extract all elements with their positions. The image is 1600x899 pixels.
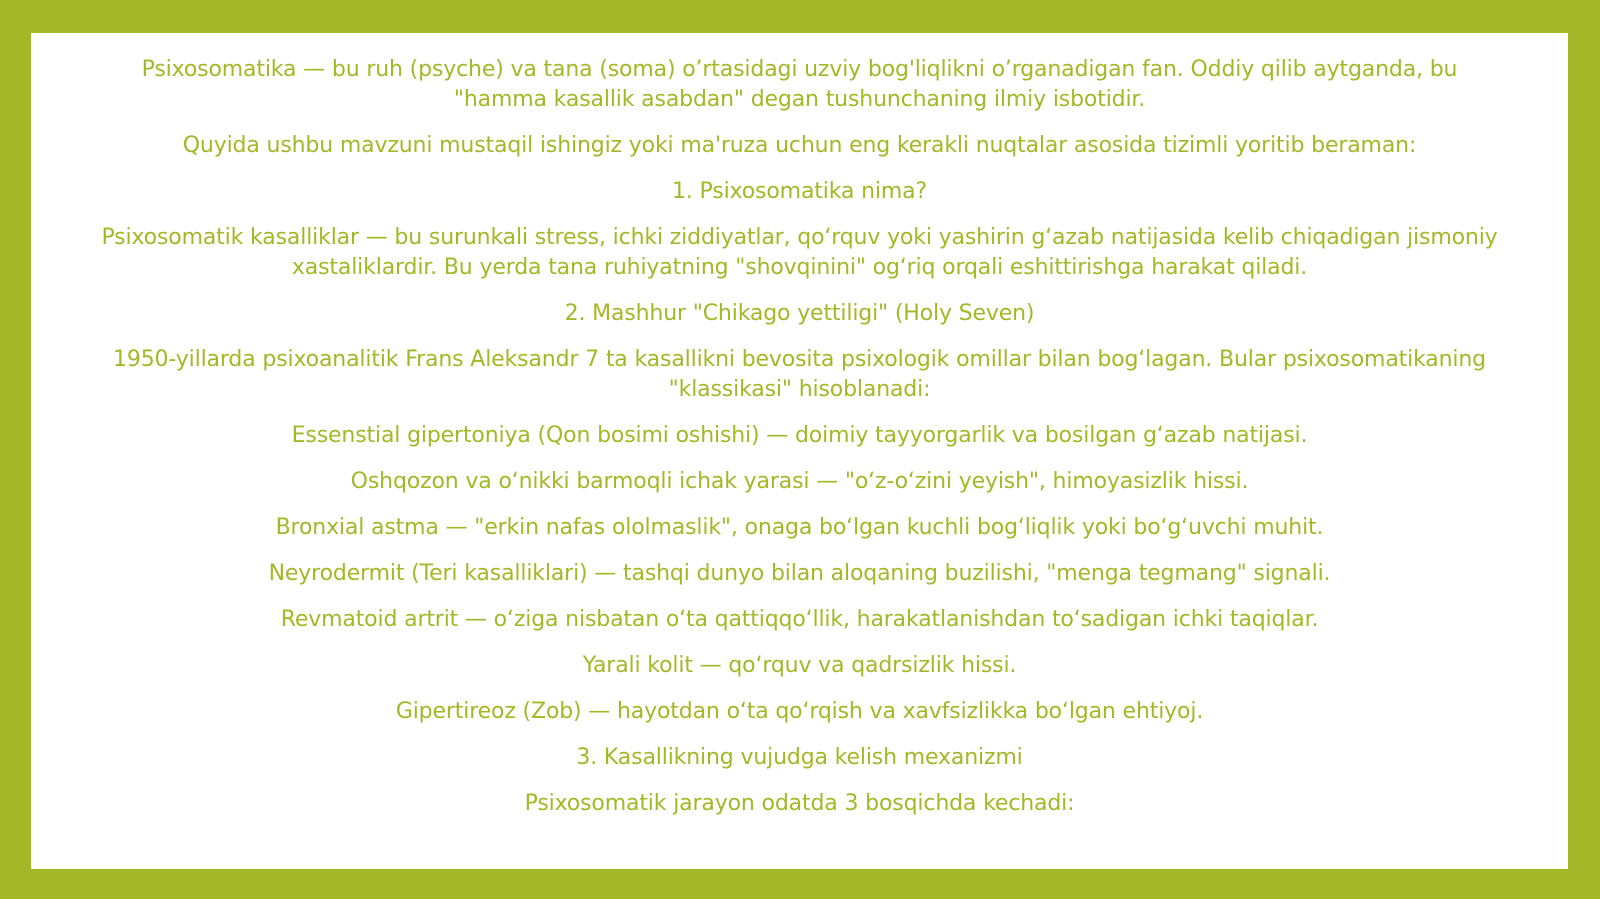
- plan-paragraph: Quyida ushbu mavzuni mustaqil ishingiz yoki ma'ruza uchun eng kerakli nuqtalar asosida tizimli yoritib beraman:: [182, 133, 1417, 158]
- section-heading-1: 1. Psixosomatika nima?: [672, 179, 927, 204]
- list-item: Essenstial gipertoniya (Qon bosimi oshishi) — doimiy tayyorgarlik va bosilgan g‘azab natijasi.: [291, 423, 1308, 448]
- list-item: Bronxial astma — "erkin nafas ololmaslik", onaga bo‘lgan kuchli bog‘liqlik yoki bo‘g‘uvchi muhit.: [275, 515, 1324, 540]
- list-item: Neyrodermit (Teri kasalliklari) — tashqi dunyo bilan aloqaning buzilishi, "menga tegmang" signali.: [268, 561, 1331, 586]
- section-heading-3: 3. Kasallikning vujudga kelish mexanizmi: [576, 745, 1023, 770]
- definition-paragraph: Psixosomatik kasalliklar — bu surunkali stress, ichki ziddiyatlar, qo‘rquv yoki yashirin g‘azab natijasida kelib chiqadigan jismoniy xastaliklardir. Bu yerda tana ruhiyatning "shovqinini" og‘riq orqali eshittirishga harakat qiladi.: [101, 225, 1498, 280]
- stages-paragraph: Psixosomatik jarayon odatda 3 bosqichda kechadi:: [524, 791, 1075, 816]
- intro-paragraph: Psixosomatika — bu ruh (psyche) va tana (soma) o’rtasidagi uzviy bog'liqlikni o’rganadigan fan. Oddiy qilib aytganda, bu "hamma kasallik asabdan" degan tushunchaning ilmiy isbotidir.: [141, 57, 1458, 112]
- list-item: Gipertireoz (Zob) — hayotdan o‘ta qo‘rqish va xavfsizlikka bo‘lgan ehtiyoj.: [395, 699, 1204, 724]
- list-item: Oshqozon va o‘nikki barmoqli ichak yarasi — "o‘z-o‘zini yeyish", himoyasizlik hissi.: [350, 469, 1249, 494]
- section-heading-2: 2. Mashhur "Chikago yettiligi" (Holy Seven): [564, 301, 1035, 326]
- chicago-seven-paragraph: 1950-yillarda psixoanalitik Frans Aleksandr 7 ta kasallikni bevosita psixologik omillar bilan bog‘lagan. Bular psixosomatikaning "klassikasi" hisoblanadi:: [113, 347, 1486, 402]
- list-item: Revmatoid artrit — o‘ziga nisbatan o‘ta qattiqqo‘llik, harakatlanishdan to‘sadigan ichki taqiqlar.: [280, 607, 1319, 632]
- slide-content-area: [31, 33, 1568, 869]
- list-item: Yarali kolit — qo‘rquv va qadrsizlik hissi.: [582, 653, 1017, 678]
